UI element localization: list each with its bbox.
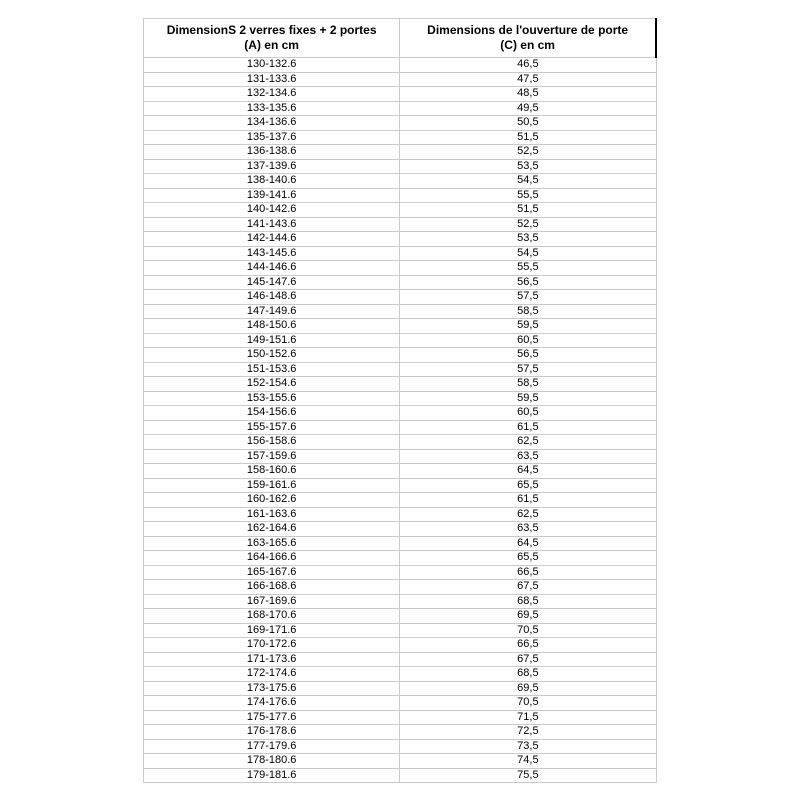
cell-dimension-c: 50,5 (400, 116, 656, 131)
cell-dimension-a: 149-151.6 (144, 333, 400, 348)
cell-dimension-a: 179-181.6 (144, 768, 400, 783)
cell-dimension-a: 150-152.6 (144, 348, 400, 363)
cell-dimension-c: 65,5 (400, 478, 656, 493)
table-row (144, 232, 657, 247)
cell-dimension-c: 64,5 (400, 464, 656, 479)
table-row (144, 464, 657, 479)
table-row (144, 391, 657, 406)
page (0, 18, 800, 800)
cell-dimension-c: 72,5 (400, 725, 656, 740)
cell-dimension-a: 155-157.6 (144, 420, 400, 435)
cell-dimension-a: 156-158.6 (144, 435, 400, 450)
cell-dimension-c: 60,5 (400, 406, 656, 421)
table-row (144, 580, 657, 595)
table-row (144, 507, 657, 522)
cell-dimension-c: 48,5 (400, 87, 656, 102)
cell-dimension-a: 174-176.6 (144, 696, 400, 711)
cell-dimension-c: 57,5 (400, 290, 656, 305)
table-row (144, 522, 657, 537)
table-row (144, 275, 657, 290)
cell-dimension-c: 52,5 (400, 145, 656, 160)
cell-dimension-c: 55,5 (400, 188, 656, 203)
cell-dimension-a: 151-153.6 (144, 362, 400, 377)
cell-dimension-a: 159-161.6 (144, 478, 400, 493)
cell-dimension-c: 63,5 (400, 449, 656, 464)
cell-dimension-c: 68,5 (400, 594, 656, 609)
table-row (144, 609, 657, 624)
cell-dimension-a: 147-149.6 (144, 304, 400, 319)
table-row (144, 101, 657, 116)
cell-dimension-a: 157-159.6 (144, 449, 400, 464)
cell-dimension-c: 49,5 (400, 101, 656, 116)
cell-dimension-c: 64,5 (400, 536, 656, 551)
header-col-c-line2: (C) en cm (500, 38, 555, 52)
cell-dimension-c: 56,5 (400, 348, 656, 363)
cell-dimension-c: 58,5 (400, 377, 656, 392)
cell-dimension-a: 172-174.6 (144, 667, 400, 682)
cell-dimension-a: 173-175.6 (144, 681, 400, 696)
cell-dimension-a: 167-169.6 (144, 594, 400, 609)
table-row (144, 217, 657, 232)
cell-dimension-a: 168-170.6 (144, 609, 400, 624)
cell-dimension-c: 66,5 (400, 638, 656, 653)
cell-dimension-a: 169-171.6 (144, 623, 400, 638)
cell-dimension-c: 61,5 (400, 493, 656, 508)
table-row (144, 638, 657, 653)
table-row (144, 58, 657, 73)
cell-dimension-a: 166-168.6 (144, 580, 400, 595)
cell-dimension-a: 153-155.6 (144, 391, 400, 406)
cell-dimension-c: 52,5 (400, 217, 656, 232)
cell-dimension-c: 57,5 (400, 362, 656, 377)
cell-dimension-a: 143-145.6 (144, 246, 400, 261)
table-row (144, 319, 657, 334)
cell-dimension-c: 67,5 (400, 580, 656, 595)
cell-dimension-a: 164-166.6 (144, 551, 400, 566)
table-row (144, 377, 657, 392)
table-row (144, 667, 657, 682)
cell-dimension-c: 46,5 (400, 58, 656, 73)
table-row (144, 420, 657, 435)
cell-dimension-a: 133-135.6 (144, 101, 400, 116)
cell-dimension-c: 71,5 (400, 710, 656, 725)
cell-dimension-c: 53,5 (400, 159, 656, 174)
cell-dimension-c: 53,5 (400, 232, 656, 247)
cell-dimension-a: 144-146.6 (144, 261, 400, 276)
cell-dimension-a: 171-173.6 (144, 652, 400, 667)
table-row (144, 493, 657, 508)
table-row (144, 710, 657, 725)
cell-dimension-a: 152-154.6 (144, 377, 400, 392)
cell-dimension-c: 68,5 (400, 667, 656, 682)
cell-dimension-c: 54,5 (400, 246, 656, 261)
cell-dimension-a: 162-164.6 (144, 522, 400, 537)
cell-dimension-c: 67,5 (400, 652, 656, 667)
cell-dimension-a: 148-150.6 (144, 319, 400, 334)
cell-dimension-c: 60,5 (400, 333, 656, 348)
cell-dimension-a: 154-156.6 (144, 406, 400, 421)
cell-dimension-a: 161-163.6 (144, 507, 400, 522)
cell-dimension-a: 138-140.6 (144, 174, 400, 189)
cell-dimension-c: 70,5 (400, 623, 656, 638)
table-row (144, 768, 657, 783)
table-row (144, 652, 657, 667)
table-row (144, 116, 657, 131)
header-col-dimension-c (400, 19, 656, 58)
header-col-c-line1: Dimensions de l'ouverture de porte (427, 23, 629, 37)
cell-dimension-c: 66,5 (400, 565, 656, 580)
cell-dimension-a: 139-141.6 (144, 188, 400, 203)
table-row (144, 203, 657, 218)
cell-dimension-c: 70,5 (400, 696, 656, 711)
cell-dimension-a: 158-160.6 (144, 464, 400, 479)
cell-dimension-c: 74,5 (400, 754, 656, 769)
cell-dimension-c: 54,5 (400, 174, 656, 189)
cell-dimension-a: 141-143.6 (144, 217, 400, 232)
table-row (144, 565, 657, 580)
header-col-dimension-a (144, 19, 400, 58)
table-row (144, 739, 657, 754)
cell-dimension-c: 47,5 (400, 72, 656, 87)
cell-dimension-a: 134-136.6 (144, 116, 400, 131)
cell-dimension-c: 56,5 (400, 275, 656, 290)
table-row (144, 754, 657, 769)
cell-dimension-a: 146-148.6 (144, 290, 400, 305)
table-row (144, 725, 657, 740)
cell-dimension-c: 55,5 (400, 261, 656, 276)
cell-dimension-a: 130-132.6 (144, 58, 400, 73)
cell-dimension-c: 75,5 (400, 768, 656, 783)
cell-dimension-a: 131-133.6 (144, 72, 400, 87)
cell-dimension-c: 51,5 (400, 203, 656, 218)
cell-dimension-a: 163-165.6 (144, 536, 400, 551)
cell-dimension-a: 142-144.6 (144, 232, 400, 247)
cell-dimension-a: 132-134.6 (144, 87, 400, 102)
table-body (144, 58, 657, 783)
cell-dimension-a: 145-147.6 (144, 275, 400, 290)
header-col-a-line1: DimensionS 2 verres fixes + 2 portes (166, 23, 377, 37)
cell-dimension-c: 69,5 (400, 609, 656, 624)
cell-dimension-c: 62,5 (400, 435, 656, 450)
cell-dimension-c: 73,5 (400, 739, 656, 754)
table-row (144, 261, 657, 276)
table-row (144, 246, 657, 261)
table-row (144, 551, 657, 566)
cell-dimension-a: 135-137.6 (144, 130, 400, 145)
cell-dimension-a: 175-177.6 (144, 710, 400, 725)
cell-dimension-a: 140-142.6 (144, 203, 400, 218)
cell-dimension-c: 51,5 (400, 130, 656, 145)
cell-dimension-a: 160-162.6 (144, 493, 400, 508)
table-row (144, 594, 657, 609)
table-row (144, 536, 657, 551)
table-row (144, 478, 657, 493)
table-row (144, 130, 657, 145)
cell-dimension-c: 61,5 (400, 420, 656, 435)
table-row (144, 159, 657, 174)
table-row (144, 348, 657, 363)
cell-dimension-c: 65,5 (400, 551, 656, 566)
cell-dimension-c: 63,5 (400, 522, 656, 537)
table-row (144, 406, 657, 421)
table-row (144, 449, 657, 464)
table-row (144, 72, 657, 87)
table-row (144, 145, 657, 160)
cell-dimension-c: 62,5 (400, 507, 656, 522)
cell-dimension-a: 137-139.6 (144, 159, 400, 174)
table-row (144, 681, 657, 696)
cell-dimension-c: 69,5 (400, 681, 656, 696)
table-row (144, 188, 657, 203)
cell-dimension-c: 58,5 (400, 304, 656, 319)
header-col-a-line2: (A) en cm (244, 38, 299, 52)
table-row (144, 362, 657, 377)
cell-dimension-a: 178-180.6 (144, 754, 400, 769)
table-row (144, 333, 657, 348)
table-row (144, 304, 657, 319)
cell-dimension-c: 59,5 (400, 319, 656, 334)
table-row (144, 87, 657, 102)
cell-dimension-a: 136-138.6 (144, 145, 400, 160)
table-row (144, 174, 657, 189)
cell-dimension-a: 165-167.6 (144, 565, 400, 580)
cell-dimension-a: 177-179.6 (144, 739, 400, 754)
cell-dimension-a: 170-172.6 (144, 638, 400, 653)
table-header (144, 19, 657, 58)
header-row (144, 19, 657, 58)
dimensions-table (143, 18, 657, 783)
table-row (144, 290, 657, 305)
table-row (144, 435, 657, 450)
table-row (144, 623, 657, 638)
cell-dimension-c: 59,5 (400, 391, 656, 406)
cell-dimension-a: 176-178.6 (144, 725, 400, 740)
table-row (144, 696, 657, 711)
